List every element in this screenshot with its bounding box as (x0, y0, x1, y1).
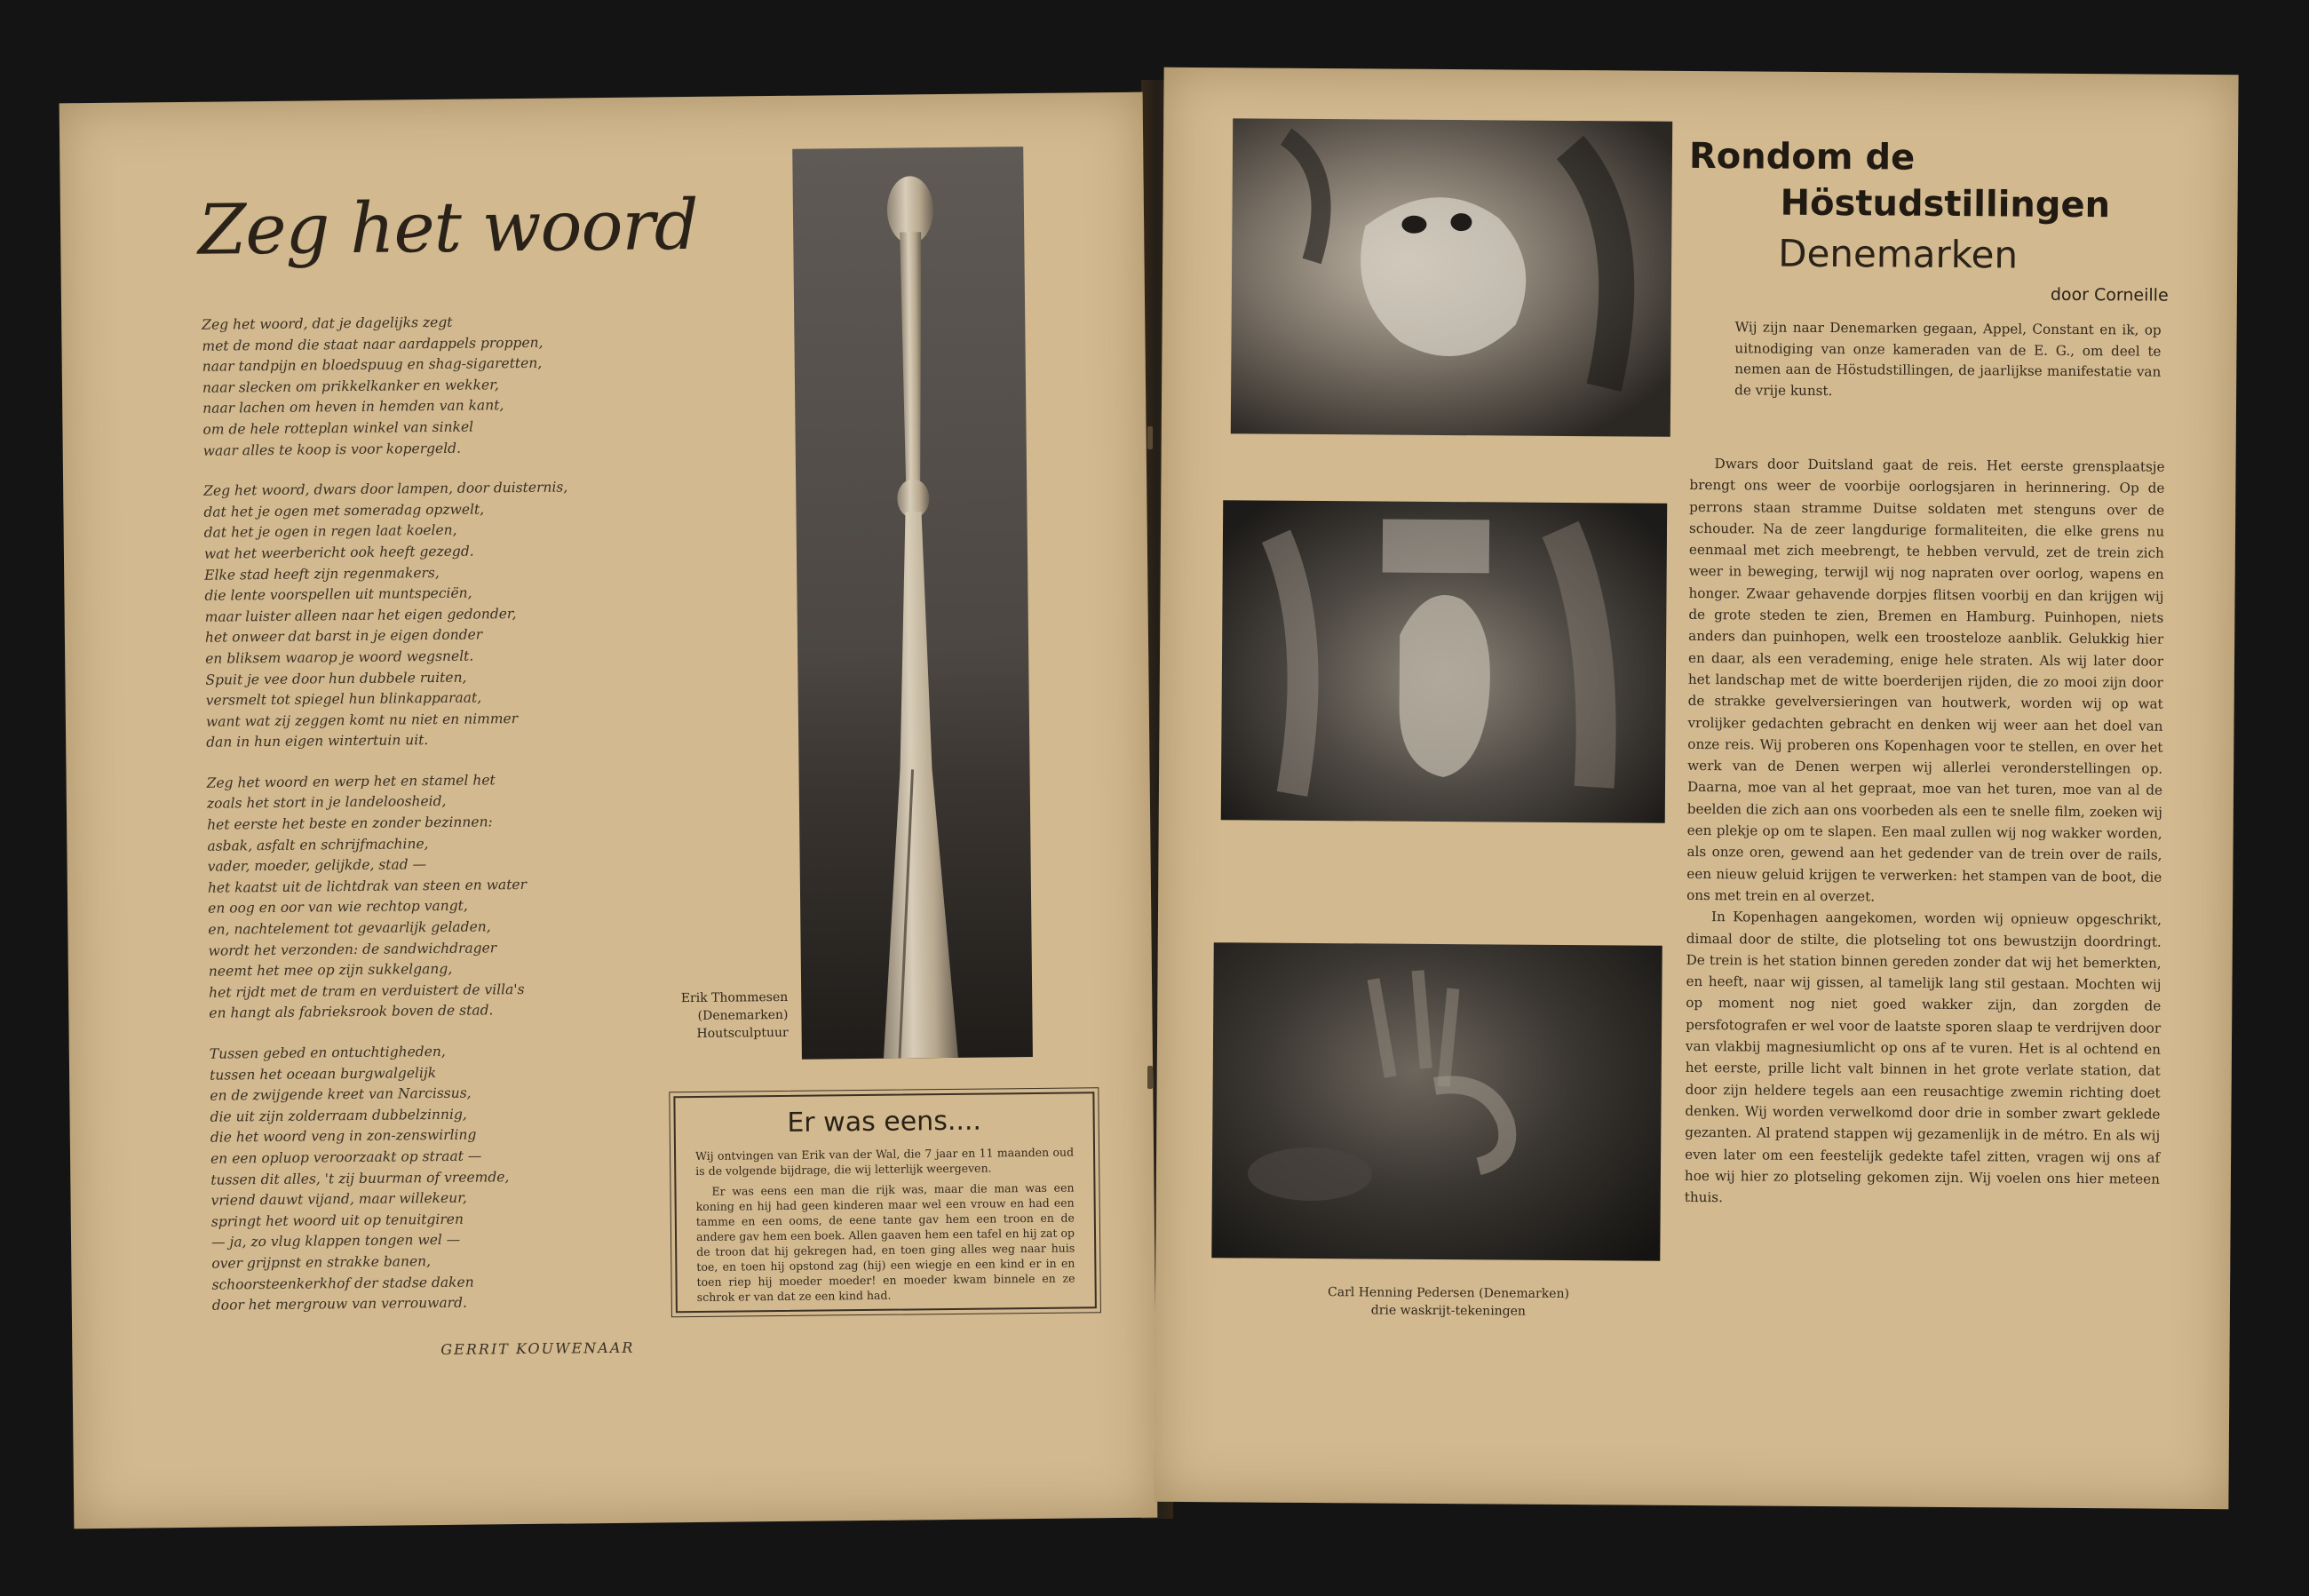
poem-line: en de zwijgende kreet van Narcissus, (210, 1084, 472, 1104)
poem-line: springt het woord uit op tenuitgiren (210, 1211, 464, 1230)
drawing-image-2 (1221, 500, 1668, 822)
poem-line: om de hele rotteplan winkel van sinkel (202, 418, 474, 438)
staple (1147, 426, 1153, 449)
poem-stanza-3 (207, 769, 574, 1024)
poem-line: die lente voorspellen uit muntspeciën, (204, 584, 472, 604)
staple (1147, 1066, 1153, 1089)
poem-line: het eerste het beste en zonder bezinnen: (207, 814, 493, 833)
poem-line: Zeg het woord, dwars door lampen, door duisternis, (203, 479, 568, 499)
poem-line: door het mergrouw van verrouward. (211, 1294, 467, 1314)
caption-line: Erik Thommesen (680, 989, 789, 1006)
caption-line: Houtsculptuur (696, 1025, 789, 1041)
poem-line: dan in hun eigen wintertuin uit. (206, 732, 429, 751)
poem-line: en oog en oor van wie rechtop vangt, (208, 898, 468, 917)
poem-line: maar luister alleen naar het eigen gedonder, (204, 605, 517, 625)
poem-title: Zeg het woord (197, 185, 699, 271)
poem-line: Tussen gebed en ontuchtigheden, (209, 1043, 446, 1062)
poem-line: Elke stad heeft zijn regenmakers, (204, 564, 440, 584)
poem-line: dat het je ogen in regen laat koelen, (203, 522, 457, 542)
drawings-caption (1226, 1282, 1670, 1321)
drawing-photo-2 (1221, 500, 1668, 822)
story-box-text: Er was eens een man die rijk was, maar die man was een koning en hij had geen kinderen maar wel een vrouw en had een tamme en een ooms, de eene tante gav hem een troon en de andere gav hem een boek. Allen gaaven hem een tafel en hij zat op de troon dat hij gekregen had, en toen ging alles weg naar huis toe, en toen hij opstond zag (hij) een wiegje en een kind er in en toen riep hij moeder moeder! en moeder kwam binnele en ze schrok er van dat ze een kind had. (695, 1180, 1075, 1304)
article-body (1685, 453, 2165, 1211)
drawing-photo-3 (1211, 942, 1662, 1261)
poem-line: — ja, zo vlug klappen tongen wel — (210, 1232, 461, 1251)
poem-line: asbak, asfalt en schrijfmachine, (207, 835, 429, 854)
poet-name: GERRIT KOUWENAAR (440, 1338, 635, 1359)
poem-line: tussen het oceaan burgwalgelijk (209, 1064, 437, 1084)
poem-line: met de mond die staat naar aardappels proppen, (202, 334, 544, 354)
caption-line: drie waskrijt-tekeningen (1370, 1303, 1527, 1319)
article-title-line-1: Rondom de (1688, 135, 1916, 179)
poem-line: het rijdt met de tram en verduistert de villa's (209, 981, 525, 1001)
poem-line: Zeg het woord, dat je dagelijks zegt (202, 314, 453, 333)
article-paragraph-1: Dwars door Duitsland gaat de reis. Het eerste grensplaatsje brengt ons weer de voorbije oorlogsjaren in herinnering. Op de perrons staan stramme Duitse soldaten met stenguns over de schouder. Na de zeer langdurige formaliteiten, die elke grens nu eenmaal met zich meebrengt, te hebben vervuld, zet de trein zich weer in beweging, terwijl wij nog napraten over oorlog, wapens en honger. Zwaar gehavende dorpjes flitsen voorbij en dan krijgen wij de grote steden te zien, Bremen en Hamburg. Puinhopen, niets anders dan puinhopen, welk een troosteloze aanblik. Gelukkig hier en daar, als een verademing, enige hele straten. Als wij later door het landschap met de witte boerderijen rijden, die zo mooi zijn door de strakke gevelversieringen van houtwerk, worden wij op wat vrolijker gedachten gebracht en denken wij weer aan het doel van onze reis. Wij proberen ons Kopenhagen voor te stellen, en over het werk van de Denen werpen wij allerlei veronderstellingen op. Daarna, moe van al het gepraat, moe van het turen, moe van al de beelden die zich aan ons voorbeden als een te snelle film, zoeken wij een plekje op om te slapen. Een maal zullen wij nog wakker worden, als onze oren, gewend aan het gedender van de trein over de rails, een nieuw geluid krijgen te verwerken: het stampen van de boot, die ons met trein en al overzet. (1686, 456, 2165, 905)
poem-line: Zeg het woord en werp het en stamel het (206, 772, 496, 791)
poem-line: naar tandpijn en bloedspuug en shag-sigaretten, (202, 354, 543, 375)
caption-line: Carl Henning Pedersen (Denemarken) (1328, 1285, 1570, 1302)
poem-line: vriend dauwt vijand, maar willekeur, (210, 1189, 467, 1209)
poem-line: en bliksem waarop je woord wegsnelt. (205, 647, 474, 667)
left-page (60, 92, 1158, 1529)
poem-line: en een opluop veroorzaakt op straat — (210, 1147, 482, 1167)
poem-stanza-4 (210, 1040, 576, 1316)
article-paragraph-2: In Kopenhagen aangekomen, worden wij opnieuw opgeschrikt, dimaal door de stilte, die plotseling tot ons bewustzijn doordringt. De trein is het station binnen gereden zonder dat wij het bemerkten, en heeft, naar wij gissen, al tamelijk lang stil gestaan. Mochten wij op moment nog niet goed wakker zijn, dan zorgden de persfotografen er wel voor de laatste sporen slaap te verdrijven door van vlakbij magnesiumlicht op ons af te vuren. Het is al ochtend en het eerste, prille licht valt binnen in het grote verlate station, dat door zijn heldere tegels aan een reusachtige zwemin richting doet denken. Wij worden verwelkomd door drie in somber zwart geklede gezanten. Al pratend stappen wij gezamenlijk in de métro. En als wij even later om een feestelijk gedekte tafel zitten, vragen wij ons af hoe wij hier zo plotseling gekomen zijn. Wij voelen ons hier meteen thuis. (1684, 909, 2162, 1206)
drawing-photo-1 (1231, 118, 1672, 436)
poem-line: vader, moeder, gelijkde, stad — (207, 856, 427, 875)
poem-line: wordt het verzonden: de sandwichdrager (208, 939, 497, 959)
caption-line: (Denemarken) (697, 1007, 789, 1023)
poem-stanza-2 (203, 478, 570, 754)
poem-line: het kaatst uit de lichtdrak van steen en water (207, 876, 528, 896)
article-intro: Wij zijn naar Denemarken gegaan, Appel, Constant en ik, op uitnodiging van onze kameraden van de E. G., om deel te nemen aan de Höstudstillingen, de jaarlijkse manifestatie van de vrije kunst. (1734, 319, 2162, 399)
poem-line: schoorsteenkerkhof der stadse daken (211, 1274, 474, 1293)
poem-line: wat het weerbericht ook heeft gezegd. (203, 543, 474, 562)
poem-line: over grijpnst en strakke banen, (211, 1253, 432, 1272)
poem-stanza-1 (202, 311, 567, 461)
drawing-image-1 (1231, 118, 1672, 436)
right-page (1154, 67, 2238, 1509)
sculpture-image (792, 147, 1033, 1060)
story-box-title: Er was eens.... (787, 1105, 982, 1139)
drawing-image-3 (1211, 942, 1662, 1261)
poem-line: Spuit je vee door hun dubbele ruiten, (205, 669, 467, 688)
poem-line: en hangt als fabrieksrook boven de stad. (209, 1002, 494, 1022)
poem (202, 311, 576, 1336)
poem-line: want wat zij zeggen komt nu niet en nimmer (205, 710, 519, 730)
poem-line: het onweer dat barst in je eigen donder (204, 626, 483, 647)
poem-line: die uit zijn zolderraam dubbelzinnig, (210, 1106, 467, 1125)
poem-line: naar lachen om heven in hemden van kant, (202, 397, 504, 417)
sculpture-photo (792, 147, 1033, 1060)
poem-line: zoals het stort in je landeloosheid, (206, 793, 447, 813)
article-title-line-2: Höstudstillingen (1780, 182, 2111, 226)
poem-line: versmelt tot spiegel hun blinkapparaat, (205, 689, 482, 709)
article-byline: door Corneille (2050, 284, 2169, 306)
poem-line: die het woord veng in zon-zenswirling (210, 1126, 477, 1147)
poem-line: en, nachtelement tot gevaarlijk geladen, (208, 918, 491, 938)
story-box-intro: Wij ontvingen van Erik van der Wal, die 7 jaar en 11 maanden oud is de volgende bijdrage, die wij letterlijk weergeven. (695, 1145, 1075, 1178)
article-subtitle: Denemarken (1778, 231, 2019, 277)
poem-line: tussen dit alles, 't zij buurman of vreemde, (210, 1168, 510, 1188)
story-box (673, 1092, 1097, 1313)
poem-line: dat het je ogen met someradag opzwelt, (203, 501, 485, 520)
poem-line: naar slecken om prikkelkanker en wekker, (202, 377, 499, 396)
poem-line: waar alles te koop is voor kopergeld. (202, 440, 462, 459)
poem-line: neemt het mee op zijn sukkelgang, (208, 961, 453, 980)
sculpture-caption (637, 989, 789, 1044)
